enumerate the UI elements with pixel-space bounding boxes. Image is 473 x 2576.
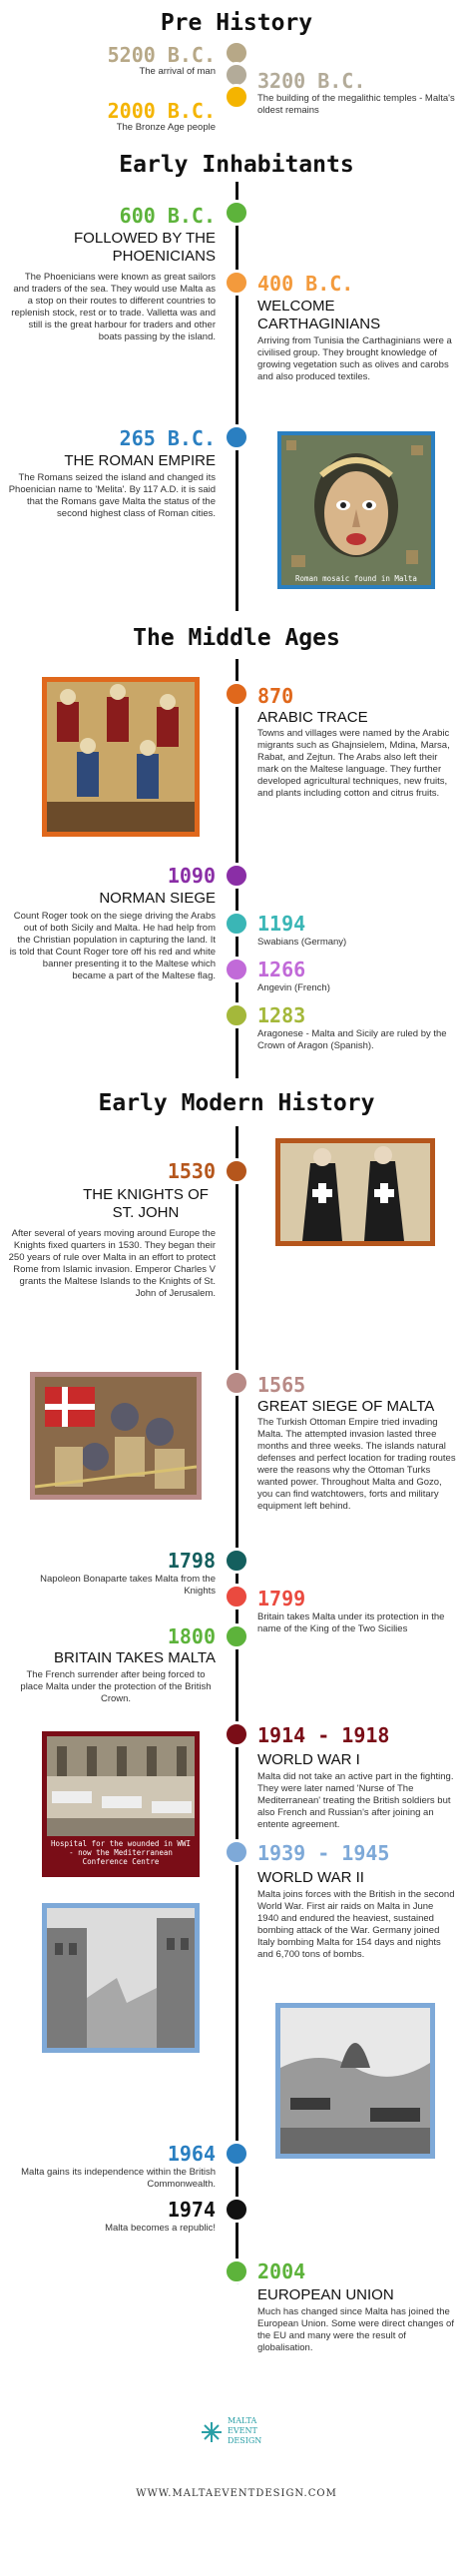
timeline-dot [224,1548,249,1574]
event-year: 1530 [167,1159,216,1183]
event-text: Napoleon Bonaparte takes Malta from the Knights [40,1574,216,1597]
event-text: Much has changed since Malta has joined the European Union. Some were direct changes of the EU and many were the result of globalisation. [257,2306,454,2353]
event-title: WORLD WAR I [257,1751,360,1768]
event-year: 400 B.C. [257,272,354,296]
timeline-dot [224,1002,249,1028]
timeline-dot [224,1370,249,1396]
event-text: Malta joins forces with the British in the second World War. First air raids on Malta in June 1940 and endured the heaviest, sustained bombing attack of the War. Germany joined Italy bombing Malta for 154 days and nights and 6,700 tons of bombs. [257,1889,455,1960]
timeline-dot [224,1158,249,1184]
ww1-hospital-image [42,1731,200,1877]
event-title: NORMAN SIEGE [99,890,216,907]
event-year: 870 [257,684,294,708]
bombed-street-illustration [47,1908,195,2048]
timeline-dot [224,957,249,982]
event-title: WELCOME CARTHAGINIANS [257,298,381,332]
image-caption: Hospital for the wounded in WWI - now the Mediterranean Conference Centre [51,1839,191,1866]
sparkle-logo-icon [200,2420,224,2444]
timeline-dot [224,681,249,707]
section-title: The Middle Ages [133,625,340,651]
medieval-painting-illustration [47,682,195,832]
siege-battle-illustration [35,1377,197,1495]
event-title: GREAT SIEGE OF MALTA [257,1398,435,1415]
event-year: 1565 [257,1373,306,1397]
timeline-dot [224,1839,249,1865]
mosaic-face-illustration [281,435,431,585]
event-title: ARABIC TRACE [257,709,368,726]
event-text: The Phoenicians were known as great sailors and traders of the sea. They would use Malta as a stop on their routes to different countries to replenish stock, rest or to trade. Valletta was and still is the great harbour for traders and other boats passing by the island. [11,272,216,342]
timeline-dot [224,200,249,226]
arabic-painting-image [42,677,200,837]
event-year: 1090 [167,864,216,888]
event-text: Aragonese - Malta and Sicily are ruled by the Crown of Aragon (Spanish). [257,1028,447,1051]
event-text: Swabians (Germany) [257,937,347,948]
event-text: Malta did not take an active part in the fighting. They were later named 'Nurse of The Mediterranean' treating the British soldiers but also French and Russian's after joining an entente agreement. [257,1771,454,1830]
image-caption: Roman mosaic found in Malta [295,574,417,583]
great-siege-image [30,1372,202,1500]
hospital-ward-illustration [47,1736,195,1836]
event-year: 1964 [167,2142,216,2166]
timeline-dot [224,84,249,110]
event-year: 5200 B.C. [107,43,216,67]
event-title: BRITAIN TAKES MALTA [54,1649,216,1666]
event-text: Towns and villages were named by the Arabic migrants such as Ghajnsielem, Mdina, Marsa, Rabat, and Zejtun. The Arabs also left their mark on the Maltese language. They further developed agricultural techniques, new fruits, and plants including cotton and citrus fruits. [257,728,450,799]
event-year: 1800 [167,1624,216,1648]
timeline-dot [224,1584,249,1610]
event-year: 1283 [257,1003,306,1027]
timeline-dot [224,2258,249,2284]
timeline-line [236,1126,238,2284]
event-text: After several of years moving around Europe the Knights fixed quarters in 1530. They began their 250 years of rule over Malta in an effort to protect Rome from Islamic invasion. Emperor Charles V grants the Maltese Islands to the Knights of St. John of Jerusalem. [8,1228,216,1299]
timeline-dot [224,863,249,889]
event-text: The French surrender after being forced to place Malta under the protection of the British Crown. [20,1669,212,1704]
event-year: 3200 B.C. [257,69,366,93]
event-year: 1939 - 1945 [257,1841,390,1865]
ww2-harbour-image [275,2003,435,2159]
event-year: 2004 [257,2259,306,2283]
harbour-bombing-illustration [280,2008,430,2154]
event-text: The Romans seized the island and changed its Phoenician name to 'Melita'. By 117 A.D. it is said that the Romans gave Malta the status of the second highest class of Roman cities. [8,472,216,519]
event-text: Count Roger took on the siege driving the Arabs out of both Sicily and Malta. He had help from the Christian population in capturing the land. It is told that Count Roger tore off his red and white banner presenting it to the Maltese which became a part of the Maltese flag. [9,911,216,981]
timeline-dot [224,911,249,937]
section-title: Early Modern History [98,1090,375,1116]
timeline-dot [224,270,249,296]
event-year: 1798 [167,1549,216,1573]
event-year: 265 B.C. [119,426,216,450]
section-title: Pre History [160,10,313,36]
event-text: Britain takes Malta under its protection in the name of the King of the Two Sicilies [257,1611,445,1634]
timeline-dot [224,424,249,450]
event-year: 600 B.C. [119,204,216,228]
timeline-dot [224,2141,249,2167]
event-title: THE KNIGHTS OF ST. JOHN [83,1186,209,1221]
timeline-dot [224,1721,249,1747]
event-text: The building of the megalithic temples - Malta's oldest remains [257,93,455,116]
event-year: 1266 [257,958,306,981]
timeline-dot [224,2197,249,2223]
footer-url[interactable]: WWW.MALTAEVENTDESIGN.COM [136,2488,337,2499]
event-text: The arrival of man [139,66,216,77]
event-title: THE ROMAN EMPIRE [64,452,216,469]
timeline-line [236,182,238,611]
event-text: The Turkish Ottoman Empire tried invading Malta. The attempted invasion lasted three months and three weeks. The islands natural defenses and perfect location for trading routes were the reasons why the Ottoman Turks wanted power. Throughout Malta and Gozo, you can find watchtowers, forts and military equipment left behind. [257,1417,456,1512]
logo-text: MALTA EVENT DESIGN [228,2416,262,2445]
event-year: 1799 [257,1587,306,1610]
section-title: Early Inhabitants [119,152,354,178]
event-year: 1974 [167,2198,216,2222]
roman-mosaic-image [277,431,435,589]
ww2-street-image [42,1903,200,2053]
event-text: Arriving from Tunisia the Carthaginians were a civilised group. They brought knowledge of growing vegetation such as olives and carobs and also produced textiles. [257,335,452,382]
event-year: 1914 - 1918 [257,1723,390,1747]
timeline-dot [224,1623,249,1649]
event-text: Malta becomes a republic! [105,2223,216,2234]
knights-illustration [280,1143,430,1241]
knights-image [275,1138,435,1246]
event-title: EUROPEAN UNION [257,2286,394,2303]
event-text: Malta gains its independence within the British Commonwealth. [21,2167,216,2190]
event-title: WORLD WAR II [257,1869,364,1886]
event-title: FOLLOWED BY THE PHOENICIANS [74,230,216,265]
footer-logo [200,2414,289,2454]
event-year: 2000 B.C. [107,99,216,123]
event-text: Angevin (French) [257,982,330,993]
event-text: The Bronze Age people [116,122,216,133]
event-year: 1194 [257,912,306,936]
